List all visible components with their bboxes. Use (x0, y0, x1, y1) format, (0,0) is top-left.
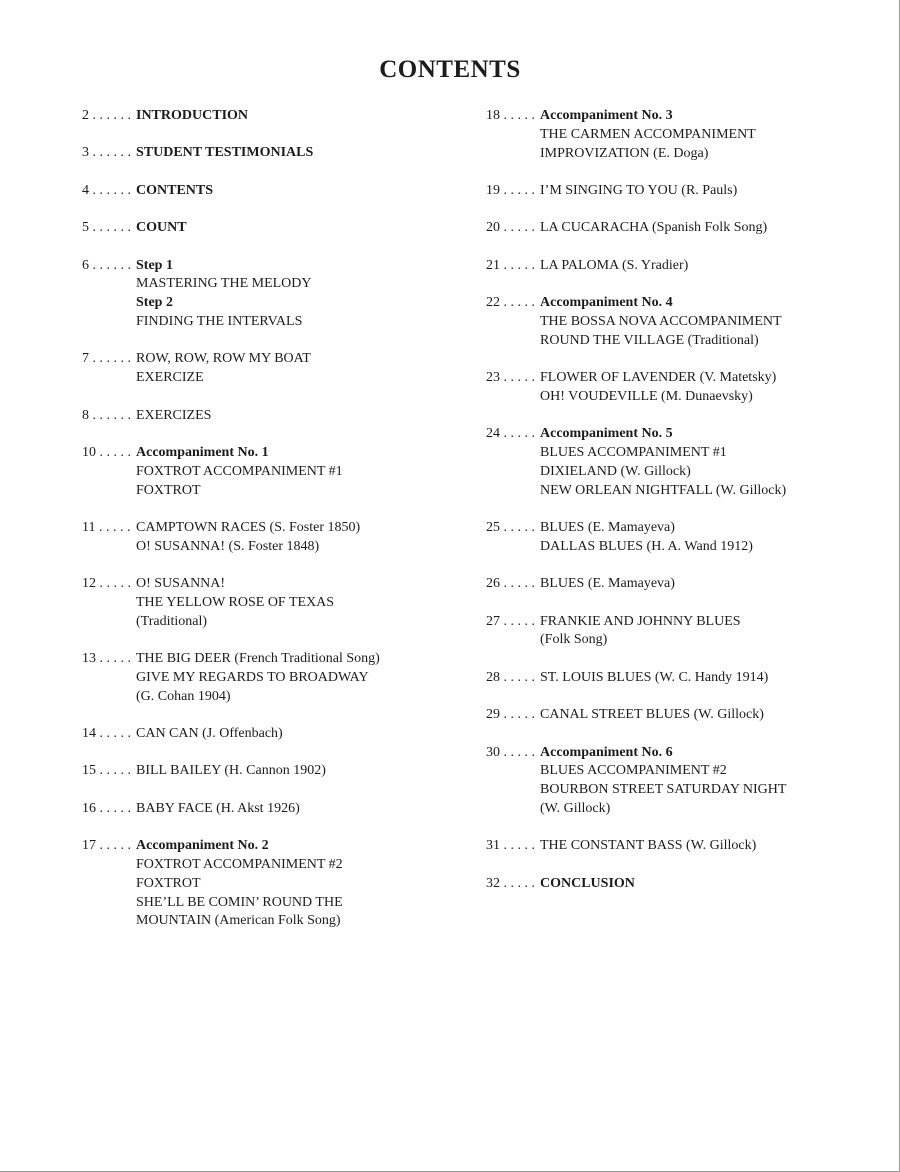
toc-page-number: 19 . . . . . (486, 182, 535, 198)
toc-entry-title: (G. Cohan 1904) (136, 688, 231, 704)
page-title: CONTENTS (379, 56, 521, 83)
toc-page-number: 20 . . . . . (486, 220, 535, 236)
toc-entry-title: BABY FACE (H. Akst 1926) (136, 800, 300, 816)
toc-entry (82, 257, 442, 332)
toc-entry-title: CONCLUSION (540, 875, 635, 891)
toc-entry (486, 107, 826, 163)
toc-entry (82, 407, 442, 426)
toc-entry (82, 519, 442, 557)
toc-page-number: 4 . . . . . . (82, 182, 131, 198)
toc-entry-title: EXERCIZES (136, 407, 212, 423)
toc-entry (486, 182, 826, 201)
toc-entry-title: BOURBON STREET SATURDAY NIGHT (540, 782, 787, 798)
toc-entry-title: Accompaniment No. 5 (540, 426, 673, 442)
toc-entry-title: CONTENTS (136, 182, 214, 198)
toc-entry-title: Accompaniment No. 2 (136, 838, 269, 854)
toc-entry (82, 725, 442, 744)
toc-page-number: 14 . . . . . (82, 726, 131, 742)
toc-entry-title: NEW ORLEAN NIGHTFALL (W. Gillock) (540, 482, 787, 498)
toc-entry-title: ST. LOUIS BLUES (W. C. Handy 1914) (540, 669, 769, 685)
toc-page-number: 5 . . . . . . (82, 220, 131, 236)
toc-entry-title: FLOWER OF LAVENDER (V. Matetsky) (540, 370, 777, 386)
toc-entry (82, 182, 442, 201)
toc-page-number: 25 . . . . . (486, 520, 535, 536)
contents-column-right (486, 107, 826, 912)
toc-entry (82, 144, 442, 163)
toc-entry-title: THE BOSSA NOVA ACCOMPANIMENT (540, 313, 782, 329)
toc-entry-title: O! SUSANNA! (S. Foster 1848) (136, 538, 320, 554)
toc-entry-title: BLUES ACCOMPANIMENT #2 (540, 763, 727, 779)
toc-page-number: 23 . . . . . (486, 370, 535, 386)
toc-entry-title: FOXTROT ACCOMPANIMENT #1 (136, 463, 343, 479)
toc-entry-title: FRANKIE AND JOHNNY BLUES (540, 613, 741, 629)
toc-entry (82, 800, 442, 819)
toc-entry-title: THE CONSTANT BASS (W. Gillock) (540, 838, 757, 854)
toc-entry (486, 425, 826, 500)
toc-entry-title: CAN CAN (J. Offenbach) (136, 726, 283, 742)
toc-entry-title: STUDENT TESTIMONIALS (136, 145, 314, 161)
toc-entry (82, 575, 442, 631)
toc-entry (82, 837, 442, 931)
toc-entry-title: COUNT (136, 220, 187, 236)
toc-entry-title: BLUES (E. Mamayeva) (540, 576, 675, 592)
toc-entry-title: I’M SINGING TO YOU (R. Pauls) (540, 182, 738, 198)
toc-entry-title: IMPROVIZATION (E. Doga) (540, 145, 709, 161)
toc-entry-title: THE CARMEN ACCOMPANIMENT (540, 126, 756, 142)
toc-page-number: 30 . . . . . (486, 744, 535, 760)
toc-entry-title: BLUES (E. Mamayeva) (540, 520, 675, 536)
toc-entry (82, 350, 442, 388)
toc-entry (82, 762, 442, 781)
toc-entry-title: (W. Gillock) (540, 801, 611, 817)
toc-entry-title: FOXTROT (136, 482, 201, 498)
toc-entry-title: FOXTROT (136, 875, 201, 891)
toc-entry (486, 219, 826, 238)
toc-entry-title: LA PALOMA (S. Yradier) (540, 257, 689, 273)
toc-entry (486, 575, 826, 594)
toc-page-number: 3 . . . . . . (82, 145, 131, 161)
toc-entry (486, 519, 826, 557)
toc-entry (486, 875, 826, 894)
toc-entry-title: CANAL STREET BLUES (W. Gillock) (540, 707, 764, 723)
toc-page-number: 12 . . . . . (82, 576, 131, 592)
toc-entry-title: OH! VOUDEVILLE (M. Dunaevsky) (540, 388, 753, 404)
toc-entry-title: Accompaniment No. 3 (540, 108, 673, 123)
toc-entry-title: EXERCIZE (136, 370, 204, 386)
toc-page-number: 18 . . . . . (486, 108, 535, 123)
toc-entry-title: LA CUCARACHA (Spanish Folk Song) (540, 220, 768, 236)
toc-entry (486, 369, 826, 407)
contents-column-left (82, 107, 442, 950)
toc-page-number: 15 . . . . . (82, 763, 131, 779)
toc-entry (486, 744, 826, 819)
toc-entry-title: Accompaniment No. 1 (136, 444, 269, 460)
toc-page-number: 29 . . . . . (486, 707, 535, 723)
toc-entry-title: (Folk Song) (540, 632, 608, 648)
toc-page-number: 32 . . . . . (486, 875, 535, 891)
toc-entry (486, 613, 826, 651)
toc-page-number: 13 . . . . . (82, 651, 131, 667)
toc-entry-title: ROW, ROW, ROW MY BOAT (136, 351, 311, 367)
toc-entry-title: O! SUSANNA! (136, 576, 226, 592)
toc-page-number: 2 . . . . . . (82, 108, 131, 123)
toc-entry (82, 444, 442, 500)
toc-page-number: 11 . . . . . (82, 519, 131, 535)
toc-page-number: 6 . . . . . . (82, 257, 131, 273)
toc-page-number: 10 . . . . . (82, 444, 131, 460)
toc-entry-title: (Traditional) (136, 613, 208, 629)
toc-entry-title: BILL BAILEY (H. Cannon 1902) (136, 763, 326, 779)
toc-entry-title: Step 1 (136, 257, 173, 273)
toc-entry-title: GIVE MY REGARDS TO BROADWAY (136, 669, 369, 685)
toc-page-number: 27 . . . . . (486, 613, 535, 629)
toc-entry (486, 257, 826, 276)
toc-entry-title: CAMPTOWN RACES (S. Foster 1850) (136, 519, 361, 535)
toc-entry-title: ROUND THE VILLAGE (Traditional) (540, 332, 759, 348)
toc-entry (486, 294, 826, 350)
toc-entry-title: BLUES ACCOMPANIMENT #1 (540, 445, 727, 461)
toc-entry-title: SHE’LL BE COMIN’ ROUND THE (136, 894, 343, 910)
toc-entry-title: INTRODUCTION (136, 108, 249, 123)
toc-entry (486, 837, 826, 856)
toc-entry-title: FINDING THE INTERVALS (136, 313, 303, 329)
toc-entry-title: DALLAS BLUES (H. A. Wand 1912) (540, 538, 753, 554)
toc-page-number: 28 . . . . . (486, 669, 535, 685)
toc-entry-title: THE BIG DEER (French Traditional Song) (136, 651, 380, 667)
toc-page-number: 21 . . . . . (486, 257, 535, 273)
toc-entry-title: MASTERING THE MELODY (136, 276, 312, 292)
toc-page-number: 8 . . . . . . (82, 407, 131, 423)
toc-page-number: 22 . . . . . (486, 295, 535, 311)
toc-page-number: 26 . . . . . (486, 576, 535, 592)
toc-page-number: 16 . . . . . (82, 800, 131, 816)
toc-entry-title: Step 2 (136, 295, 173, 311)
toc-entry (82, 107, 442, 126)
toc-entry-title: Accompaniment No. 6 (540, 744, 673, 760)
toc-entry-title: MOUNTAIN (American Folk Song) (136, 913, 341, 929)
toc-entry-title: Accompaniment No. 4 (540, 295, 673, 311)
toc-page-number: 17 . . . . . (82, 838, 131, 854)
toc-page-number: 31 . . . . . (486, 838, 535, 854)
toc-entry-title: THE YELLOW ROSE OF TEXAS (136, 594, 335, 610)
toc-entry-title: DIXIELAND (W. Gillock) (540, 463, 691, 479)
toc-entry (82, 219, 442, 238)
toc-entry (82, 650, 442, 706)
toc-entry (486, 669, 826, 688)
toc-entry-title: FOXTROT ACCOMPANIMENT #2 (136, 857, 343, 873)
toc-page-number: 7 . . . . . . (82, 351, 131, 367)
toc-page-number: 24 . . . . . (486, 426, 535, 442)
toc-entry (486, 706, 826, 725)
